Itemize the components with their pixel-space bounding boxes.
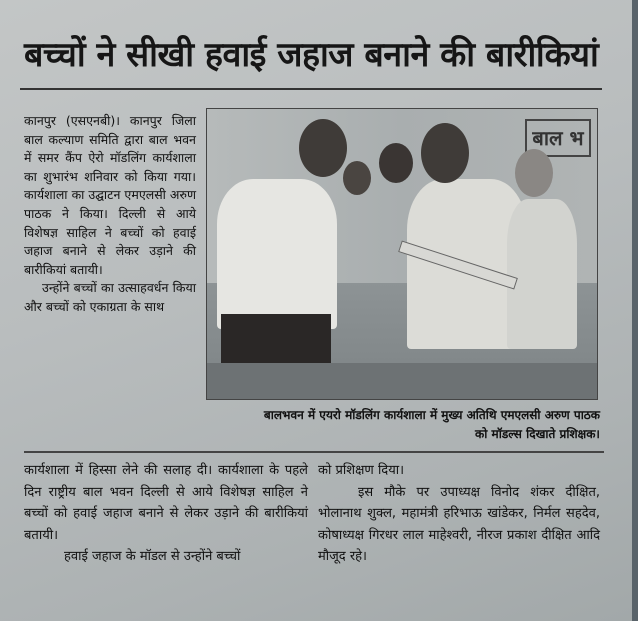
- left-paragraph-2: उन्होंने बच्चों का उत्साहवर्धन किया और बच्चों को एकाग्रता के साथ: [24, 280, 196, 314]
- person-trainer: [217, 179, 337, 329]
- person-mlc-head: [421, 123, 469, 183]
- left-paragraph-1: कानपुर (एसएनबी)। कानपुर जिला बाल कल्याण समिति द्वारा बाल भवन में समर कैंप ऐरो मॉडलिंग कार्यशाला का शुभारंभ शनिवार को किया गया। कार्यशाला का उद्घाटन एमएलसी अरुण पाठक ने किया। दिल्ली से आये विशेषज्ञ साहिल ने बच्चों को हवाई जहाज बनाने से लेकर उड़ाने की बारीकियां बतायी।: [24, 113, 196, 277]
- person-elder: [507, 199, 577, 349]
- photo-caption: बालभवन में एयरो मॉडलिंग कार्यशाला में मुख्य अतिथि एमएलसी अरुण पाठक को मॉडल्स दिखाते प्रशिक्षक।: [263, 408, 600, 441]
- news-photo: [206, 108, 598, 400]
- headline-rule: [20, 88, 602, 90]
- person-elder-head: [515, 149, 553, 197]
- person-trainer-head: [299, 119, 347, 177]
- bottom-left-paragraph-2: हवाई जहाज के मॉडल से उन्होंने बच्चों: [64, 549, 241, 564]
- bottom-right-paragraph-1: को प्रशिक्षण दिया।: [318, 463, 405, 478]
- caption-rule: [24, 451, 604, 453]
- bottom-left-paragraph-1: कार्यशाला में हिस्सा लेने की सलाह दी। कार्यशाला के पहले दिन राष्ट्रीय बाल भवन दिल्ली से आये विशेषज्ञ साहिल ने बच्चों को हवाई जहाज बनाने से लेकर उड़ाने की बारीकियां बतायी।: [24, 463, 308, 543]
- bottom-right-paragraph-2: इस मौके पर उपाध्यक्ष विनोद शंकर दीक्षित, भोलानाथ शुक्ल, महामंत्री हरिभाऊ खांडेकर, निर्मल सहदेव, कोषाध्यक्ष गिरधर लाल माहेश्वरी, नीरज प्रकाश दीक्षित आदि मौजूद रहे।: [318, 484, 600, 564]
- bottom-right-column: [318, 460, 600, 568]
- headline: बच्चों ने सीखी हवाई जहाज बनाने की बारीकियां: [24, 35, 599, 75]
- person-guest-head: [379, 143, 413, 183]
- left-column: [24, 112, 196, 317]
- photo-sign: बाल भ: [525, 119, 591, 157]
- person-boy-head: [343, 161, 371, 195]
- bottom-left-column: [24, 460, 308, 568]
- photo-table: [207, 363, 597, 399]
